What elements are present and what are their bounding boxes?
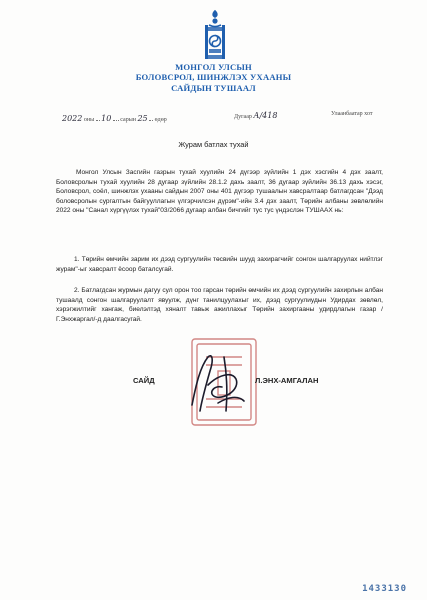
document-serial-number: 1433130 [362, 584, 407, 594]
date-day-suffix: өдөр [154, 117, 167, 123]
order-item-1: 1. Төрийн өмчийн зарим их дээд сургуулийн төсвийн шууд захирагчийг сонгон шалгаруулах нийтлэг журам"-ыг хавсралт ёсоор баталсугай. [56, 256, 383, 273]
date-month-suffix: сарын [120, 117, 136, 123]
number-field [234, 111, 277, 125]
number-label: Дугаар [234, 114, 252, 120]
document-title: Журам батлах тухай [178, 140, 249, 149]
date-year: 2022 [62, 114, 83, 123]
decree-number: А/418 [253, 111, 278, 120]
handwritten-signature-icon [178, 345, 258, 425]
header-decree-type: САЙДЫН ТУШААЛ [171, 83, 256, 93]
order-item-2: 2. Батлагдсан журмын дагуу сул орон тоо гарсан төрийн өмчийн их дээд сургуулийн захирлын албан тушаалд сонгон шалгаруулалт явуулж, дүнг танилцуулахыг их, дээд сургуулиудын Удирдах зөвлөл, хэрэгжилтийг хангаж, биелэлтэд хяналт тавьж ажиллахыг Төрийн захиргааны удирдлагын газар /Г.Энхжаргал/-д даалгасугай. [56, 287, 383, 323]
city-field: Улаанбаатар хот [331, 111, 373, 117]
preamble-paragraph: Монгол Улсын Засгийн газрын тухай хуулийн 24 дүгээр зүйлийн 1 дэх хэсгийн 4 дэх заалт, Боловсролын тухай хуулийн 28 дугаар зүйлийн 28.1.2 дахь заалт, 36 дугаар зүйлийн 36.13 дахь хэсэг, Боловсрол, соёл, шинжлэх ухааны сайдын 2007 оны 401 дүгээр тушаалын хавсралтаар батлагдсан "Дээд боловсролын сургалтын байгууллагын үлгэрчилсэн дүрэм"-ийн 3.4 дэх заалт, Төрийн албаны зөвлөлийн 2022 оны "Санал хүргүүлэх тухай"03/2066 дугаар албан бичгийг тус тус үндэслэн ТУШААХ нь: [56, 169, 383, 215]
soyombo-emblem-icon [200, 8, 230, 66]
header-ministry: БОЛОВСРОЛ, ШИНЖЛЭХ УХААНЫ [135, 72, 292, 82]
signatory-title: САЙД [133, 376, 155, 385]
date-field [62, 111, 167, 125]
date-day: 25 [137, 114, 148, 123]
date-month: 10 [101, 114, 112, 123]
signatory-name: Л.ЭНХ-АМГАЛАН [255, 376, 319, 385]
header-country: МОНГОЛ УЛСЫН [175, 62, 252, 72]
date-year-suffix: оны [83, 117, 95, 123]
